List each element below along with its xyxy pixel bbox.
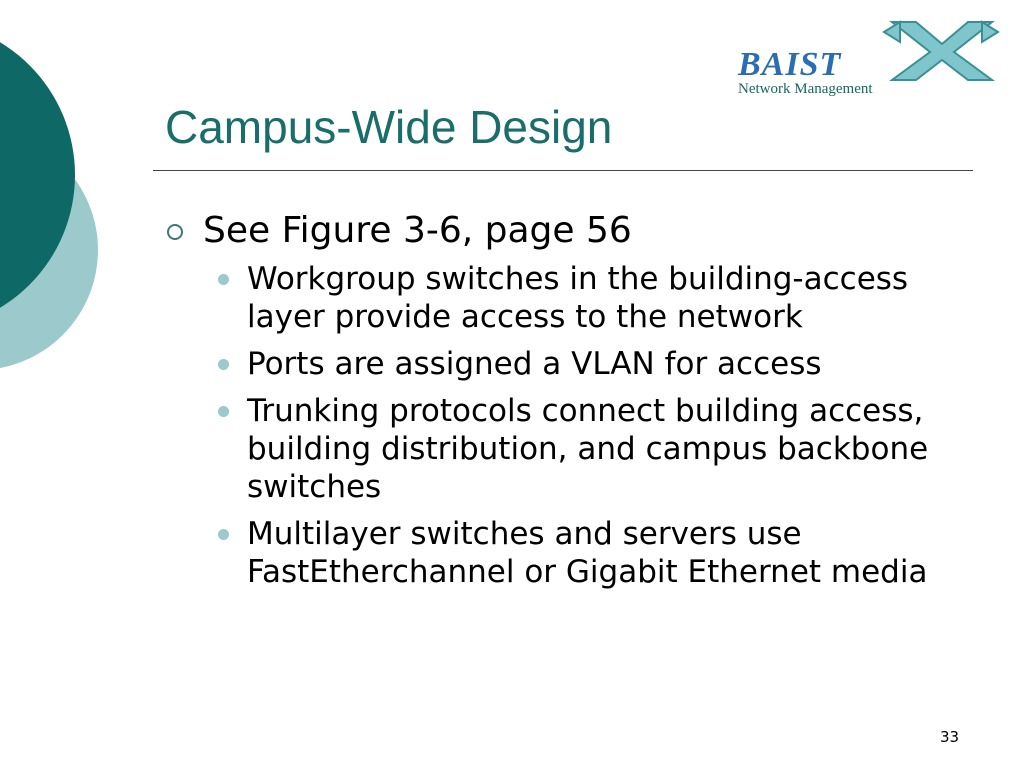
bullet-text: Workgroup switches in the building-access layer provide access to the network [247,261,909,335]
list-item [165,260,945,336]
dot-bullet-icon [218,359,229,370]
slide-title: Campus-Wide Design [165,101,613,153]
dot-bullet-icon [218,529,229,540]
decorative-circles [0,0,110,420]
level1-text: See Figure 3-6, page 56 [203,210,632,251]
crossed-arrows-icon [882,18,1000,82]
list-item [165,515,945,591]
logo-brand-text: BAIST [738,46,842,83]
bullet-text: Trunking protocols connect building access, building distribution, and campus backbone switches [247,393,929,505]
title-divider [153,170,973,171]
slide-content [165,208,945,600]
list-item [165,345,945,383]
sub-bullet-list [165,260,945,591]
bullet-text: Ports are assigned a VLAN for access [247,346,822,382]
dot-bullet-icon [218,406,229,417]
page-number: 33 [940,728,960,746]
level1-bullet-item [165,208,945,254]
list-item [165,392,945,506]
dot-bullet-icon [218,274,229,285]
bullet-text: Multilayer switches and servers use FastEtherchannel or Gigabit Ethernet media [247,516,928,590]
baist-logo [734,18,1000,102]
hollow-circle-bullet-icon [167,224,183,240]
logo-subtitle: Network Management [738,81,873,97]
